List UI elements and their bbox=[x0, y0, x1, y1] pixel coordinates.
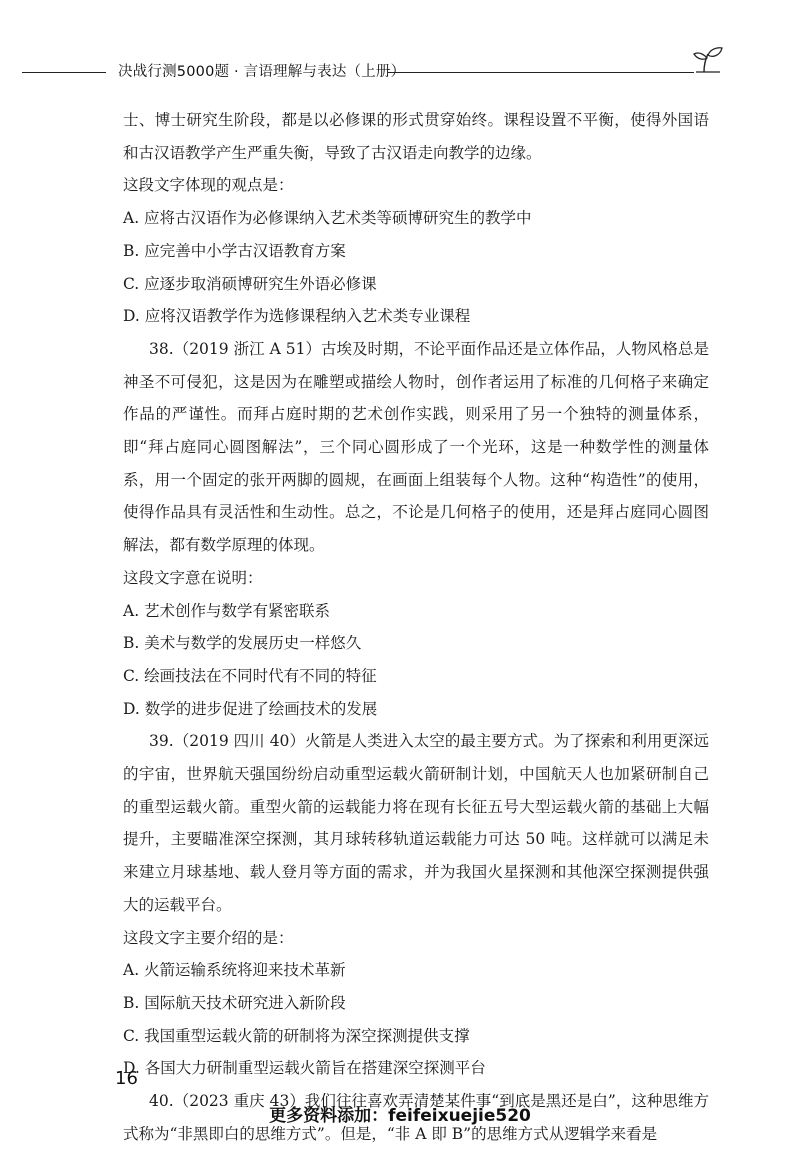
question-number: 38. bbox=[149, 339, 174, 358]
option-c: C. 绘画技法在不同时代有不同的特征 bbox=[123, 666, 377, 685]
header-rule-right bbox=[388, 72, 694, 73]
sprout-icon bbox=[690, 46, 730, 82]
continued-paragraph: 士、博士研究生阶段，都是以必修课的形式贯穿始终。课程设置不平衡，使得外国语和古汉语教学产生严重失衡，导致了古汉语走向教学的边缘。 bbox=[123, 111, 709, 162]
question-text: 我们往往喜欢弄清楚某件事“到底是黑还是白”，这种思维方式称为“非黑即白的思维方式”。但是，“非 A 即 B”的思维方式从逻辑学来看是 bbox=[123, 1092, 709, 1143]
question-text: 火箭是人类进入太空的最主要方式。为了探索和利用更深远的宇宙，世界航天强国纷纷启动重型运载火箭研制计划，中国航天人也加紧研制自己的重型运载火箭。重型火箭的运载能力将在现有长征五号大型运载火箭的基础上大幅提升，主要瞄准深空探测，其月球转移轨道运载能力可达 50 吨。这样就可以满足未来建立月球基地、载人登月等方面的需求，并为我国火星探测和其他深空探测提供强大的运载平台。 bbox=[123, 732, 709, 914]
page-number: 16 bbox=[115, 1068, 138, 1089]
header-rule-left bbox=[22, 72, 106, 73]
question-source: （2023 重庆 43） bbox=[173, 1092, 305, 1111]
option-b: B. 国际航天技术研究进入新阶段 bbox=[123, 993, 346, 1012]
question-stem: 这段文字意在说明： bbox=[123, 568, 263, 587]
option-b: B. 美术与数学的发展历史一样悠久 bbox=[123, 634, 362, 653]
header-title: 决战行测5000题 · 言语理解与表达（上册） bbox=[118, 64, 406, 80]
question-text: 古埃及时期，不论平面作品还是立体作品，人物风格总是神圣不可侵犯，这是因为在雕塑或描绘人物时，创作者运用了标准的几何格子来确定作品的严谨性。而拜占庭时期的艺术创作实践，则采用了另一个独特的测量体系，即“拜占庭同心圆图解法”，三个同心圆形成了一个光环，这是一种数学性的测量体系，用一个固定的张开两脚的圆规，在画面上组装每个人物。这种“构造性”的使用，使得作品具有灵活性和生动性。总之，不论是几何格子的使用，还是拜占庭同心圆图解法，都有数学原理的体现。 bbox=[123, 339, 709, 555]
option-d: D. 应将汉语教学作为选修课程纳入艺术类专业课程 bbox=[123, 307, 471, 326]
question-number: 40. bbox=[149, 1092, 174, 1111]
question-38 bbox=[123, 333, 709, 562]
option-a: A. 艺术创作与数学有紧密联系 bbox=[123, 601, 331, 620]
question-number: 39. bbox=[149, 732, 174, 751]
question-stem: 这段文字主要介绍的是： bbox=[123, 928, 294, 947]
question-source: （2019 浙江 A 51） bbox=[173, 339, 321, 358]
option-a: A. 火箭运输系统将迎来技术革新 bbox=[123, 961, 346, 980]
footer-note: 更多资料添加：feifeixuejie520 bbox=[269, 1106, 531, 1126]
question-stem: 这段文字体现的观点是： bbox=[123, 176, 294, 195]
option-d: D. 数学的进步促进了绘画技术的发展 bbox=[123, 699, 378, 718]
option-a: A. 应将古汉语作为必修课纳入艺术类等硕博研究生的教学中 bbox=[123, 209, 532, 228]
option-b: B. 应完善中小学古汉语教育方案 bbox=[123, 241, 346, 260]
main-text bbox=[123, 104, 709, 1151]
question-39 bbox=[123, 725, 709, 921]
option-c: C. 应逐步取消硕博研究生外语必修课 bbox=[123, 274, 377, 293]
option-c: C. 我国重型运载火箭的研制将为深空探测提供支撑 bbox=[123, 1026, 470, 1045]
option-d: D. 各国大力研制重型运载火箭旨在搭建深空探测平台 bbox=[123, 1059, 486, 1078]
running-header bbox=[0, 56, 800, 90]
question-source: （2019 四川 40） bbox=[173, 732, 305, 751]
